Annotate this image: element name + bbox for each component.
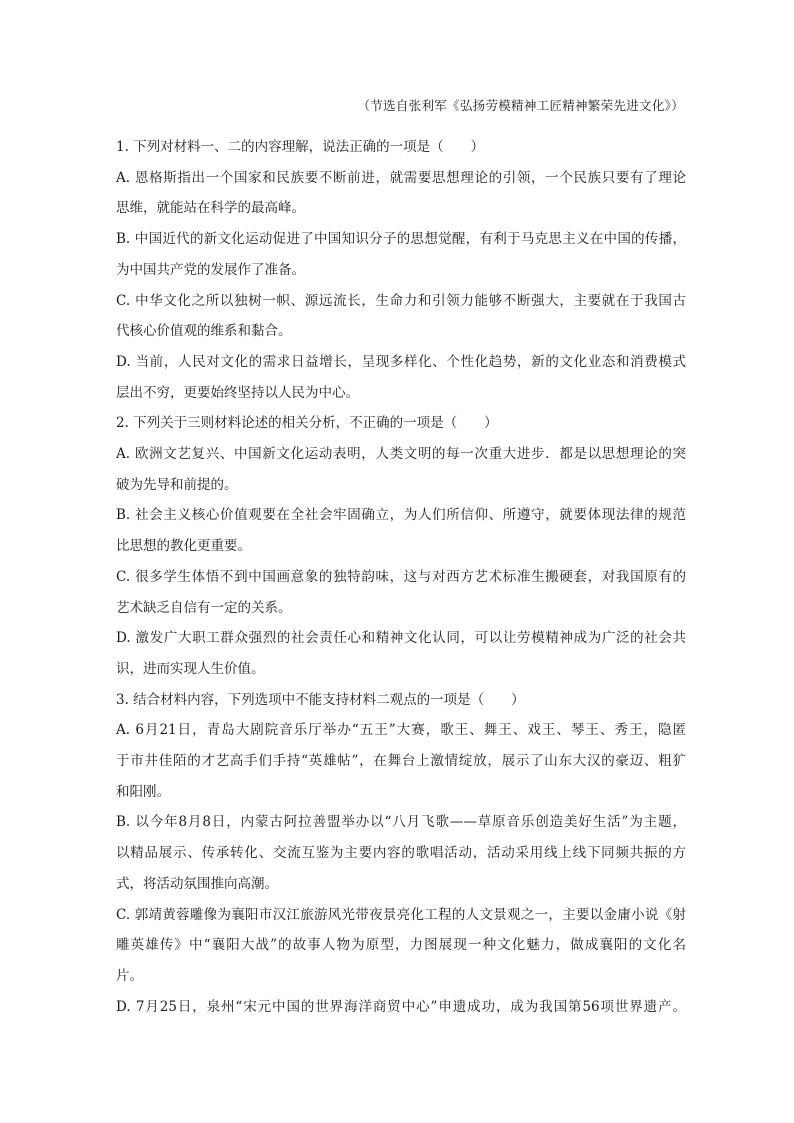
text-line: D. 当前，人民对文化的需求日益增长，呈现多样化、个性化趋势，新的文化业态和消费模式 (116, 353, 686, 370)
text-line: 层出不穷，更要始终坚持以人民为中心。 (116, 384, 359, 401)
text-line: C. 很多学生体悟不到中国画意象的独特韵味，这与对西方艺术标准生搬硬套，对我国原有的 (116, 568, 686, 585)
text-line: 比思想的教化更重要。 (116, 538, 251, 555)
text-line: A. 6月21日，青岛大剧院音乐厅举办“五王”大赛，歌王、舞王、戏王、琴王、秀王，隐匿 (116, 722, 686, 739)
text-line: C. 中华文化之所以独树一帜、源远流长，生命力和引领力能够不断强大，主要就在于我国古 (116, 292, 686, 309)
document-page (116, 96, 686, 1022)
text-line: 雕英雄传》中“襄阳大战”的故事人物为原型，力图展现一种文化魅力，做成襄阳的文化名 (116, 937, 686, 954)
text-line: D. 激发广大职工群众强烈的社会责任心和精神文化认同，可以让劳模精神成为广泛的社会共 (116, 630, 686, 647)
text-line: 2. 下列关于三则材料论述的相关分析，不正确的一项是（ ） (116, 415, 498, 432)
question-text-body (116, 132, 686, 1022)
text-line: B. 中国近代的新文化运动促进了中国知识分子的思想觉醒，有利于马克思主义在中国的传播， (116, 231, 686, 248)
text-line: C. 郭靖黄蓉雕像为襄阳市汉江旅游风光带夜景亮化工程的人文景观之一，主要以金庸小说《射 (116, 906, 686, 923)
text-line: 思维，就能站在科学的最高峰。 (116, 200, 305, 217)
text-line: 为中国共产党的发展作了准备。 (116, 261, 305, 278)
text-line: 艺术缺乏自信有一定的关系。 (116, 599, 292, 616)
text-line: 识，进而实现人生价值。 (116, 660, 265, 677)
text-line: 3. 结合材料内容，下列选项中不能支持材料二观点的一项是（ ） (116, 691, 525, 708)
text-line: 于市井佳陌的才艺高手们手持“英雄帖”，在舞台上激情绽放，展示了山东大汉的豪迈、粗犷 (116, 753, 686, 770)
source-citation: （节选自张利军《弘扬劳模精神工匠精神繁荣先进文化》） (357, 98, 684, 113)
text-line: 片。 (116, 967, 143, 984)
text-line: D. 7月25日，泉州“宋元中国的世界海洋商贸中心”申遗成功，成为我国第56项世界遗产。 (116, 998, 686, 1015)
text-line: B. 以今年8月8日，内蒙古阿拉善盟举办以“八月飞歌——草原音乐创造美好生活”为主题， (116, 814, 686, 831)
text-line: 1. 下列对材料一、二的内容理解，说法正确的一项是（ ） (116, 139, 485, 155)
text-line: A. 恩格斯指出一个国家和民族要不断前进，就需要思想理论的引领，一个民族只要有了理论 (116, 169, 686, 186)
text-line: 式，将活动氛围推向高潮。 (116, 875, 278, 892)
text-line: 以精品展示、传承转化、交流互鉴为主要内容的歌唱活动，活动采用线上线下同频共振的方 (116, 845, 686, 862)
text-line: A. 欧洲文艺复兴、中国新文化运动表明，人类文明的每一次重大进步．都是以思想理论的突 (116, 446, 686, 463)
text-line: B. 社会主义核心价值观要在全社会牢固确立，为人们所信仰、所遵守，就要体现法律的规范 (116, 507, 686, 524)
text-line: 和阳刚。 (116, 783, 170, 800)
text-line: 破为先导和前提的。 (116, 476, 238, 493)
text-line: 代核心价值观的维系和黏合。 (116, 323, 292, 340)
